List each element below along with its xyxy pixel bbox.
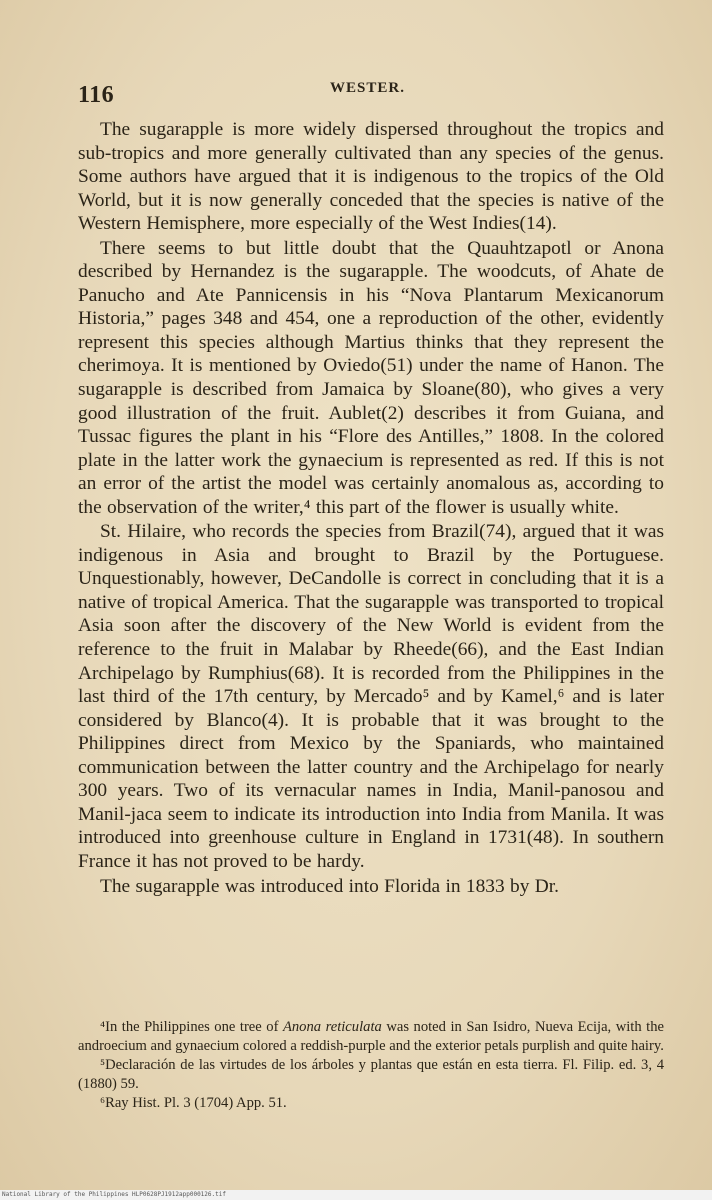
footnotes [78,1018,664,1113]
body-text [78,118,664,898]
paragraph-2: There seems to but little doubt that the Quauhtzapotl or Anona described by Hernandez is the sugarapple. The woodcuts, of Ahate de Panucho and Ate Pannicensis in his “Nova Plantarum Mexicanorum Historia,” pages 348 and 454, one a reproduction of the other, evidently represent this species although Martius thinks that they represent the cherimoya. It is mentioned by Oviedo(51) under the name of Hanon. The sugarapple is described from Jamaica by Sloane(80), who gives a very good illustration of the fruit. Aublet(2) describes it from Guiana, and Tussac figures the plant in his “Flore des Antilles,” 1808. In the colored plate in the latter work the gynaecium is represented as red. If this is not an error of the artist the model was certainly anomalous as, according to the observation of the writer,⁴ this part of the flower is usually white. [78,237,664,518]
paragraph-4: The sugarapple was introduced into Florida in 1833 by Dr. [100,875,560,897]
running-head: WESTER. [330,80,405,96]
footnote-4 [78,1018,664,1056]
footnote-4-species: Anona reticulata [282,1019,382,1035]
footnote-6: ⁶Ray Hist. Pl. 3 (1704) App. 51. [100,1095,287,1111]
paragraph-1: The sugarapple is more widely dispersed throughout the tropics and sub-tropics and more generally cultivated than any species of the genus. Some authors have argued that it is indigenous to the tropics of the Old World, but it is now generally conceded that the species is native of the Western Hemisphere, more especially of the West Indies(14). [78,119,664,235]
paragraph-3: St. Hilaire, who records the species from Brazil(74), argued that it was indigenous in Asia and brought to Brazil by the Portuguese. Unquestionably, however, DeCandolle is correct in concluding that it is a native of tropical America. That the sugarapple was transported to tropical Asia soon after the discovery of the New World is evident from the reference to the fruit in Malabar by Rheede(66), and the East Indian Archipelago by Rumphius(68). It is recorded from the Philippines in the last third of the 17th century, by Mercado⁵ and by Kamel,⁶ and is later considered by Blanco(4). It is probable that it was brought to the Philippines direct from Mexico by the Spaniards, who maintained communication between the latter country and the Archipelago for nearly 300 years. Two of its vernacular names in India, Manil-panosou and Manil-jaca seem to indicate its introduction into India from Manila. It was introduced into greenhouse culture in England in 1731(48). In southern France it has not proved to be hardy. [78,521,664,872]
footnote-4-suffix: was noted in San Isidro, Nueva Ecija, with the androecium and gynaecium colored a reddish-purple and the exterior petals purplish and quite hairy. [78,1019,665,1054]
footnote-4-prefix: ⁴In the Philippines one tree of [100,1019,283,1035]
footnote-5: ⁵Declaración de las virtudes de los árboles y plantas que están en esta tierra. Fl. Filip. ed. 3, 4 (1880) 59. [78,1057,664,1092]
scan-footer: National Library of the Philippines HLP0628PJ1912app000126.tif [0,1190,712,1200]
page-number: 116 [78,82,115,108]
